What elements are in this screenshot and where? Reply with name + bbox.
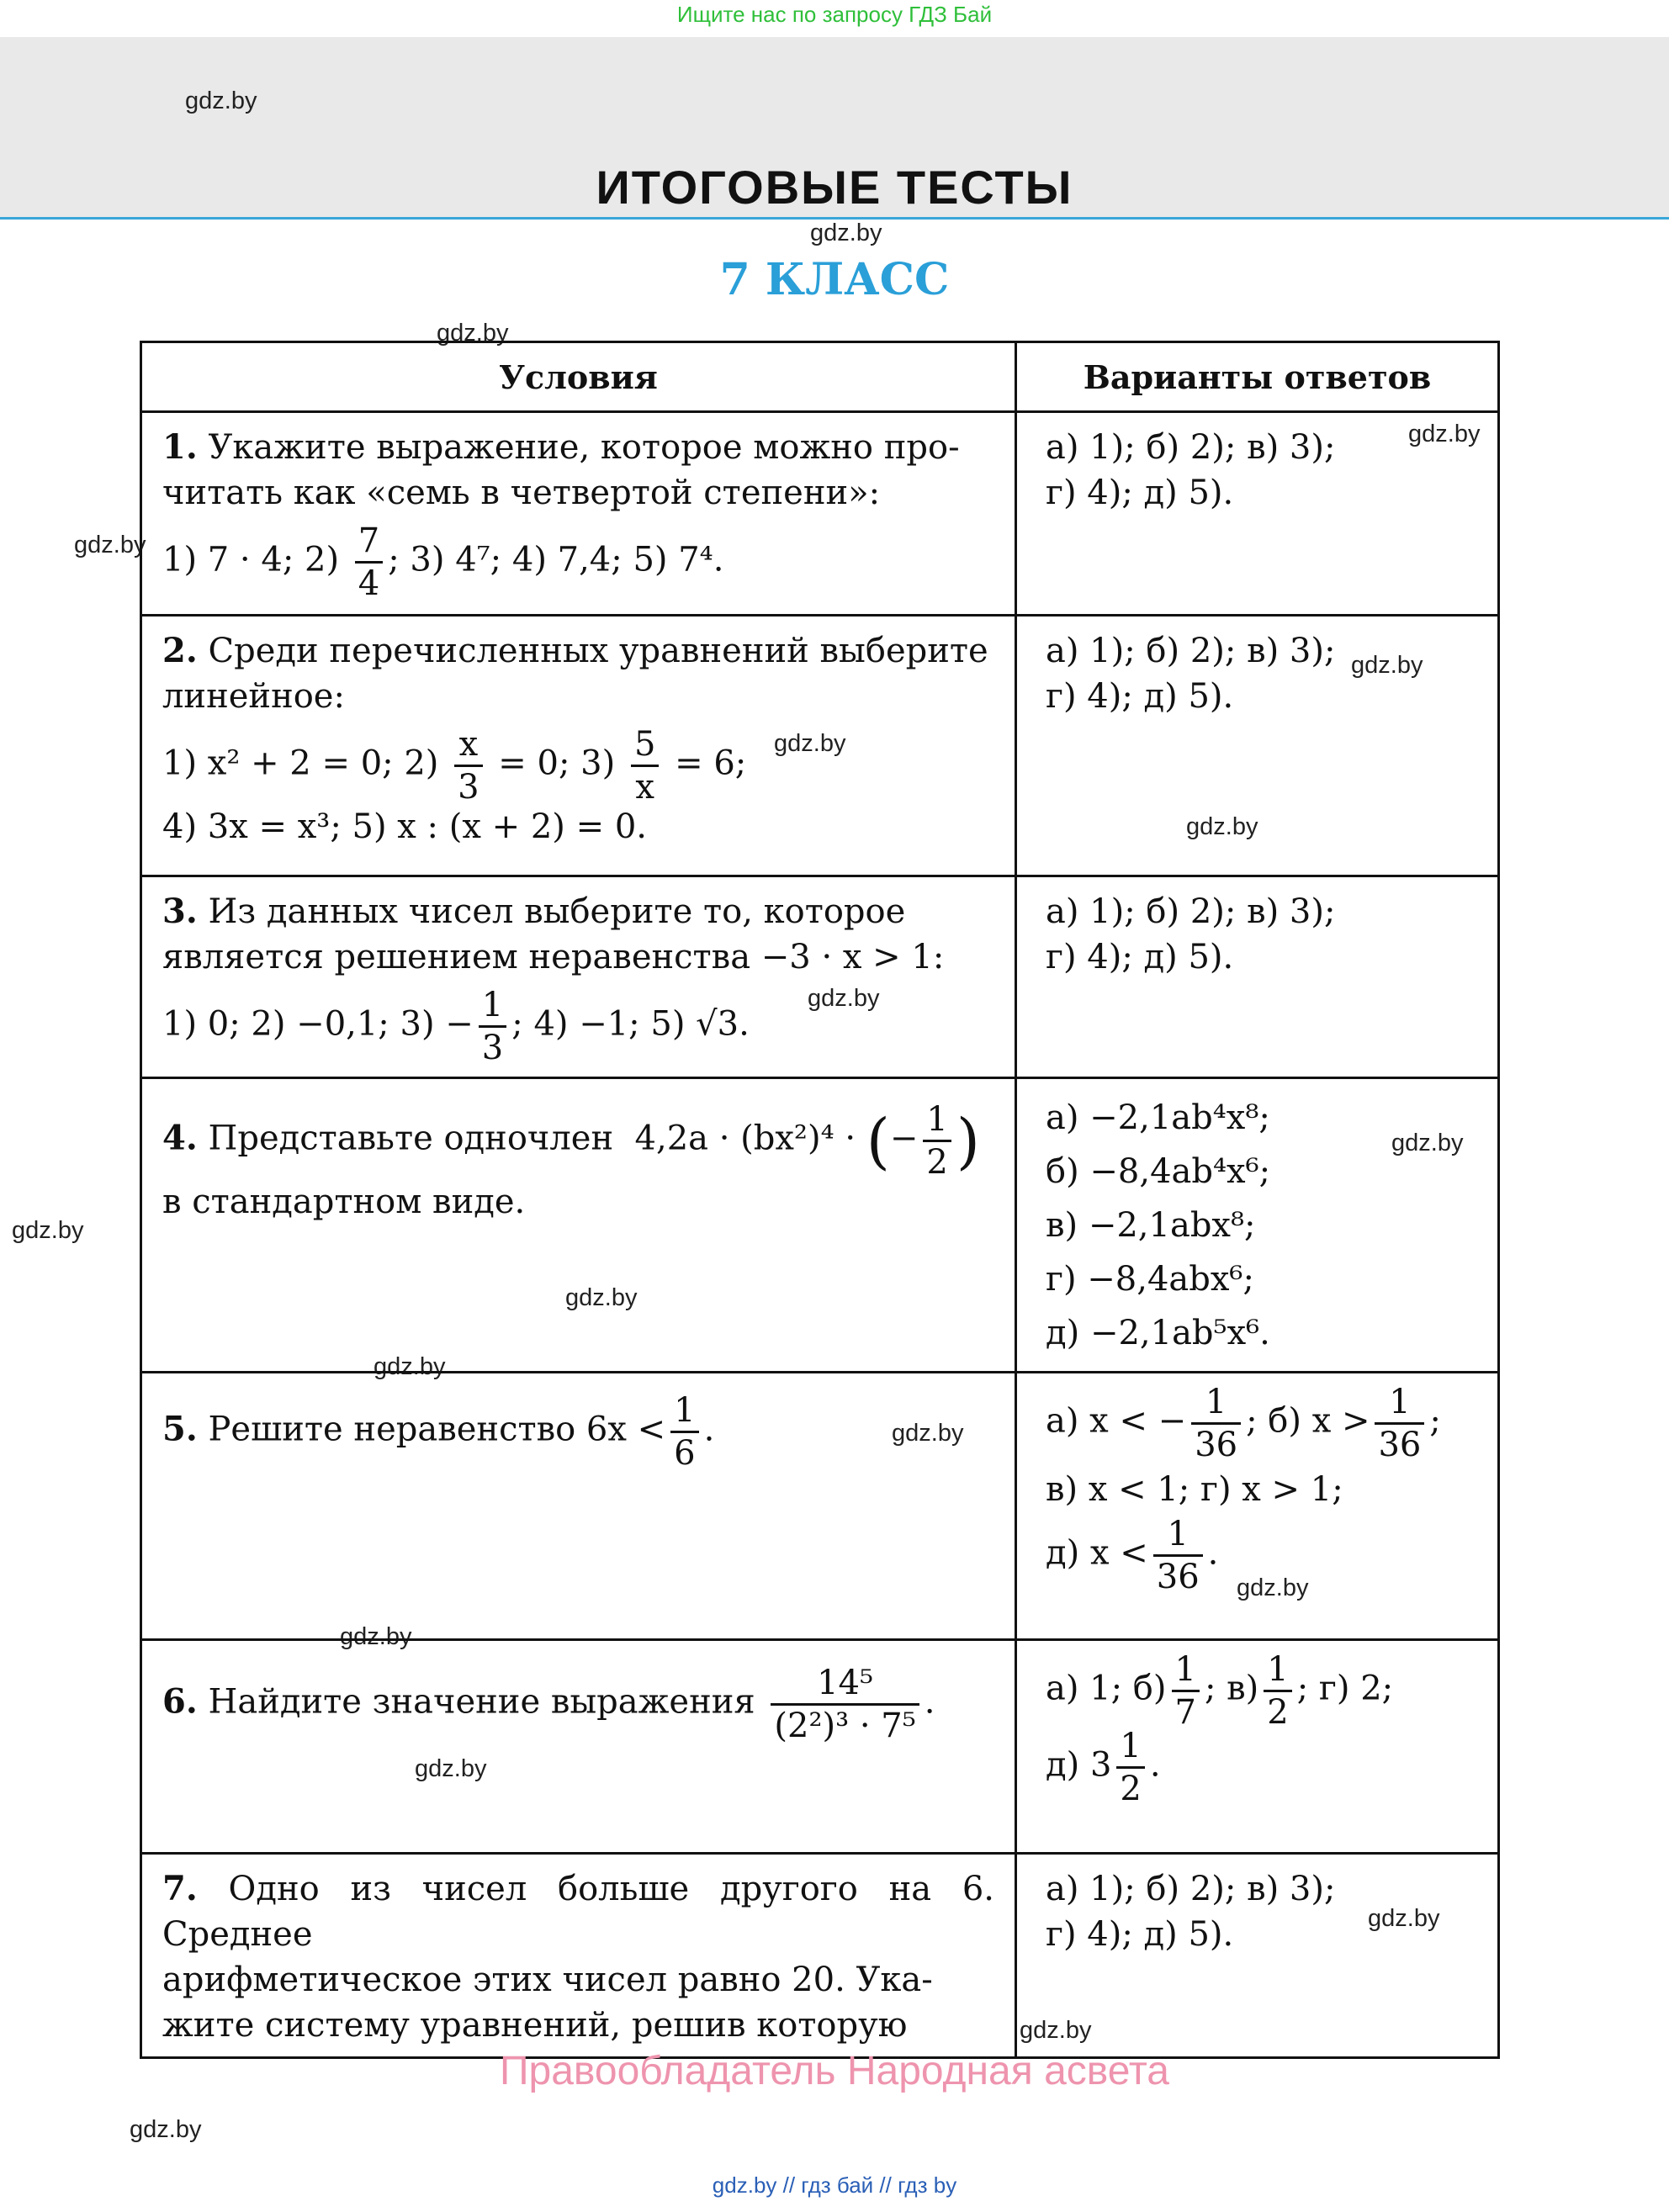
fraction (1116, 1729, 1144, 1806)
watermark: gdz.by (1391, 1130, 1464, 1156)
option-text: 1) 7 · 4; 2) (162, 540, 340, 579)
question-number: 5. (162, 1409, 198, 1449)
watermark: gdz.by (185, 87, 257, 114)
table-row (141, 412, 1499, 616)
top-note: Ищите нас по запросу ГДЗ Бай (676, 2, 993, 27)
denominator: 2 (926, 1143, 948, 1182)
numerator: 1 (670, 1394, 698, 1433)
question-options (162, 725, 994, 807)
table-row (141, 1854, 1499, 2058)
table-row (141, 1078, 1499, 1373)
question-1 (141, 412, 1016, 616)
question-number: 1. (162, 427, 198, 467)
watermark: gdz.by (130, 2116, 202, 2143)
answer-line: в) −2,1abx⁸; (1046, 1206, 1256, 1245)
denominator: (2²)³ · 7⁵ (774, 1707, 916, 1745)
question-text: арифметическое этих чисел равно 20. Ука- (162, 1961, 933, 1999)
answer-line (1046, 1650, 1469, 1732)
question-text: в стандартном виде. (162, 1183, 526, 1221)
answer-line: г) 4); д) 5). (1046, 474, 1234, 512)
watermark: gdz.by (1186, 813, 1258, 840)
answer-text: д) x < (1046, 1533, 1148, 1573)
fraction (454, 725, 482, 807)
answer-text: . (1149, 1745, 1161, 1785)
numerator: 1 (1116, 1729, 1144, 1769)
watermark: gdz.by (74, 532, 146, 558)
answer-line (1046, 1517, 1469, 1594)
question-2 (141, 616, 1016, 876)
answer-line: а) 1); б) 2); в) 3); (1046, 892, 1336, 931)
watermark: gdz.by (1408, 421, 1481, 447)
denominator: 2 (1267, 1693, 1289, 1732)
denominator: 36 (1378, 1426, 1422, 1464)
numerator: 1 (1172, 1653, 1200, 1692)
denominator: 7 (1174, 1693, 1196, 1732)
question-options (162, 988, 994, 1065)
numerator: 1 (923, 1103, 951, 1142)
page-title: ИТОГОВЫЕ ТЕСТЫ (596, 161, 1073, 214)
question-7 (141, 1854, 1016, 2058)
denominator: 36 (1195, 1426, 1238, 1464)
answer-text: ; (1429, 1401, 1441, 1441)
watermark: gdz.by (808, 985, 880, 1012)
grade-subtitle: 7 КЛАСС (719, 254, 950, 305)
question-text: Из данных чисел выберите то, которое (208, 892, 906, 931)
answers-7 (1016, 1854, 1499, 2058)
watermark: gdz.by (565, 1284, 638, 1311)
fraction (670, 1391, 698, 1473)
question-text: линейное: (162, 677, 345, 716)
table-row (141, 1373, 1499, 1640)
option-text: = 6; (675, 744, 747, 783)
footer-links[interactable]: gdz.by // гдз бай // гдз by (712, 2172, 957, 2198)
fraction (355, 521, 383, 603)
header-answers: Варианты ответов (1016, 342, 1499, 412)
fraction (479, 988, 506, 1065)
option-text: 4) 3x = x³; 5) x : (x + 2) = 0. (162, 807, 648, 846)
question-text: жите систему уравнений, решив которую (162, 2006, 908, 2045)
question-options (162, 521, 994, 603)
option-text: ; 3) 4⁷; 4) 7,4; 5) 7⁴. (388, 540, 724, 579)
fraction (1264, 1650, 1291, 1732)
denominator: 6 (674, 1434, 696, 1473)
question-text: Решите неравенство 6x < (208, 1410, 666, 1449)
answer-line: в) x < 1; г) x > 1; (1046, 1470, 1343, 1509)
answer-line: а) 1); б) 2); в) 3); (1046, 428, 1336, 467)
fraction (631, 725, 659, 807)
question-number: 2. (162, 631, 198, 670)
watermark: gdz.by (1368, 1905, 1440, 1932)
denominator: 3 (458, 768, 480, 807)
numerator: 1 (479, 988, 506, 1028)
numerator: 1 (1191, 1385, 1241, 1425)
question-text: Среди перечисленных уравнений выберите (208, 632, 988, 670)
numerator: 14⁵ (771, 1666, 919, 1706)
option-text: = 0; 3) (498, 744, 616, 783)
fraction (771, 1666, 919, 1743)
table-row (141, 876, 1499, 1078)
numerator: x (454, 728, 482, 767)
question-6 (141, 1640, 1016, 1854)
answer-line: а) 1); б) 2); в) 3); (1046, 1870, 1336, 1908)
watermark: gdz.by (774, 730, 846, 757)
watermark: gdz.by (1020, 2017, 1092, 2044)
watermark: gdz.by (374, 1353, 446, 1380)
question-text: Найдите значение выражения (208, 1682, 755, 1722)
answer-line: а) −2,1ab⁴x⁸; (1046, 1098, 1270, 1137)
denominator: 2 (1120, 1770, 1142, 1808)
answer-line: г) 4); д) 5). (1046, 1915, 1234, 1954)
header-conditions: Условия (141, 342, 1016, 412)
denominator: 3 (481, 1029, 504, 1067)
numerator: 7 (355, 524, 383, 564)
fraction (923, 1100, 951, 1182)
fraction (1153, 1517, 1203, 1594)
watermark: gdz.by (12, 1217, 84, 1244)
question-number: 7. (162, 1869, 198, 1908)
question-4 (141, 1078, 1016, 1373)
option-text: 1) x² + 2 = 0; 2) (162, 744, 439, 783)
answer-line: г) 4); д) 5). (1046, 677, 1234, 716)
answers-5 (1016, 1373, 1499, 1640)
question-text: Представьте одночлен (208, 1119, 614, 1158)
question-text: Одно из чисел больше другого на 6. Среднее (162, 1870, 995, 1954)
answer-line: а) 1); б) 2); в) 3); (1046, 632, 1336, 670)
fraction (1375, 1385, 1424, 1462)
minus-sign: − (889, 1119, 919, 1158)
question-number: 6. (162, 1681, 198, 1722)
copyright-holder: Правообладатель Народная асвета (500, 2049, 1169, 2093)
question-5 (141, 1373, 1016, 1640)
watermark: gdz.by (340, 1623, 412, 1650)
answer-line: д) −2,1ab⁵x⁶. (1046, 1314, 1270, 1352)
answer-text: а) 1; б) (1046, 1669, 1167, 1708)
fraction (1191, 1385, 1241, 1462)
denominator: 36 (1156, 1558, 1200, 1596)
question-text: является решением неравенства −3 · x > 1: (162, 938, 945, 976)
watermark: gdz.by (1351, 652, 1423, 679)
numerator: 1 (1375, 1385, 1424, 1425)
denominator: 4 (358, 564, 380, 603)
answer-text: . (1207, 1533, 1219, 1573)
punctuation: . (703, 1410, 715, 1449)
answer-line (1046, 1729, 1469, 1806)
answers-6 (1016, 1640, 1499, 1854)
fraction (1172, 1650, 1200, 1732)
answer-line (1046, 1385, 1469, 1462)
question-number: 4. (162, 1118, 198, 1158)
answers-2 (1016, 616, 1499, 876)
question-3 (141, 876, 1016, 1078)
answer-text: а) x < − (1046, 1401, 1187, 1441)
watermark: gdz.by (1237, 1574, 1309, 1601)
table-row (141, 1640, 1499, 1854)
answer-text: ; в) (1204, 1669, 1259, 1708)
answer-text: д) 3 (1046, 1745, 1112, 1785)
numerator: 1 (1153, 1517, 1203, 1557)
question-number: 3. (162, 892, 198, 931)
answer-line: б) −8,4ab⁴x⁶; (1046, 1152, 1271, 1191)
punctuation: . (924, 1682, 935, 1722)
question-text: читать как «семь в четвертой степени»: (162, 474, 881, 512)
tests-table (140, 341, 1500, 2059)
expression: 4,2a · (bx²)⁴ · (634, 1119, 856, 1158)
answers-4 (1016, 1078, 1499, 1373)
watermark: gdz.by (415, 1755, 487, 1782)
answer-text: ; г) 2; (1296, 1669, 1394, 1708)
paren-open: ( (866, 1105, 890, 1177)
answers-3 (1016, 876, 1499, 1078)
watermark: gdz.by (437, 320, 509, 347)
question-text: Укажите выражение, которое можно про- (208, 428, 960, 467)
answer-text: ; б) x > (1246, 1401, 1370, 1441)
table-header-row (141, 342, 1499, 412)
numerator: 5 (631, 728, 659, 767)
watermark: gdz.by (810, 220, 882, 246)
option-text: ; 4) −1; 5) √3. (511, 1004, 750, 1044)
denominator: x (635, 768, 654, 807)
answer-line: г) −8,4abx⁶; (1046, 1260, 1254, 1299)
option-text: 1) 0; 2) −0,1; 3) − (162, 1004, 474, 1044)
watermark: gdz.by (892, 1420, 964, 1447)
answer-line: г) 4); д) 5). (1046, 938, 1234, 976)
answers-1 (1016, 412, 1499, 616)
paren-close: ) (956, 1105, 980, 1177)
table-row (141, 616, 1499, 876)
numerator: 1 (1264, 1653, 1291, 1692)
